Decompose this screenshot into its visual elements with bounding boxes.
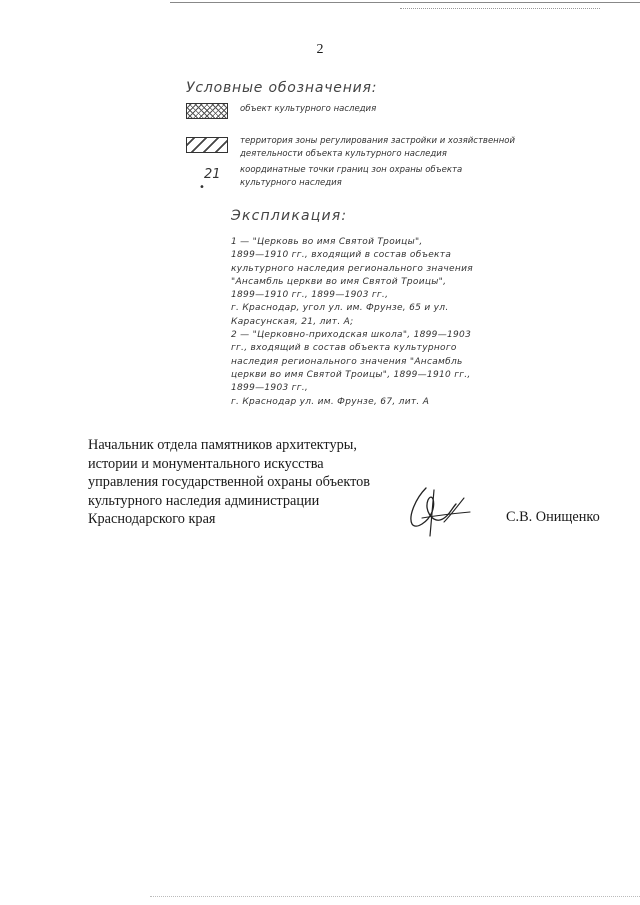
explication-line: г. Краснодар ул. им. Фрунзе, 67, лит. А	[231, 396, 430, 407]
legend-item-text: культурного наследия	[240, 178, 342, 188]
signatory-position	[88, 436, 370, 529]
explication-line: 1899—1910 гг., входящий в состав объекта	[231, 250, 452, 261]
legend-item-text: объект культурного наследия	[240, 104, 377, 114]
legend-item-text: территория зоны регулирования застройки и хозяйственной	[240, 136, 516, 146]
explication-line: культурного наследия регионального значения	[231, 263, 473, 274]
legend-item-text: координатные точки границ зон охраны объекта	[240, 165, 463, 175]
diagonal-hatch-box-icon	[186, 137, 228, 153]
position-line: Начальник отдела памятников архитектуры,	[88, 437, 357, 453]
explication-line: 1899—1910 гг., 1899—1903 гг.,	[231, 290, 389, 301]
legend-title: Условные обозначения:	[186, 80, 378, 96]
coordinate-point-icon: • 21	[199, 167, 221, 193]
explication-line: 1899—1903 гг.,	[231, 383, 309, 394]
page-number: 2	[316, 42, 324, 57]
explication-line: "Ансамбль церкви во имя Святой Троицы",	[231, 276, 447, 287]
explication-line: 1 — "Церковь во имя Святой Троицы",	[231, 237, 423, 247]
position-line: культурного наследия администрации	[88, 492, 320, 509]
explication-line: г. Краснодар, угол ул. им. Фрунзе, 65 и ул.	[231, 303, 449, 314]
explication-line: наследия регионального значения "Ансамбль	[231, 356, 463, 367]
top-scan-line-dotted	[400, 8, 600, 9]
coordinate-point-label: 21	[204, 167, 221, 182]
explication-line: Карасунская, 21, лит. А;	[231, 316, 354, 327]
explication-title: Экспликация:	[231, 208, 348, 224]
explication-line: гг., входящий в состав объекта культурного	[231, 343, 457, 354]
explication-line: 2 — "Церковно-приходская школа", 1899—1903	[231, 330, 472, 341]
handwritten-signature	[404, 478, 476, 544]
crosshatch-box-icon	[186, 103, 228, 119]
bottom-scan-line	[150, 896, 640, 897]
top-scan-line	[170, 2, 640, 3]
explication-line: церкви во имя Святой Троицы", 1899—1910 гг.,	[231, 369, 471, 380]
explication-text	[231, 236, 521, 409]
legend-item-text: деятельности объекта культурного наследия	[240, 149, 447, 159]
position-line: Краснодарского края	[88, 511, 216, 528]
signer-name: С.В. Онищенко	[506, 509, 600, 525]
position-line: управления государственной охраны объектов	[88, 474, 371, 491]
position-line: истории и монументального искусства	[88, 455, 324, 472]
